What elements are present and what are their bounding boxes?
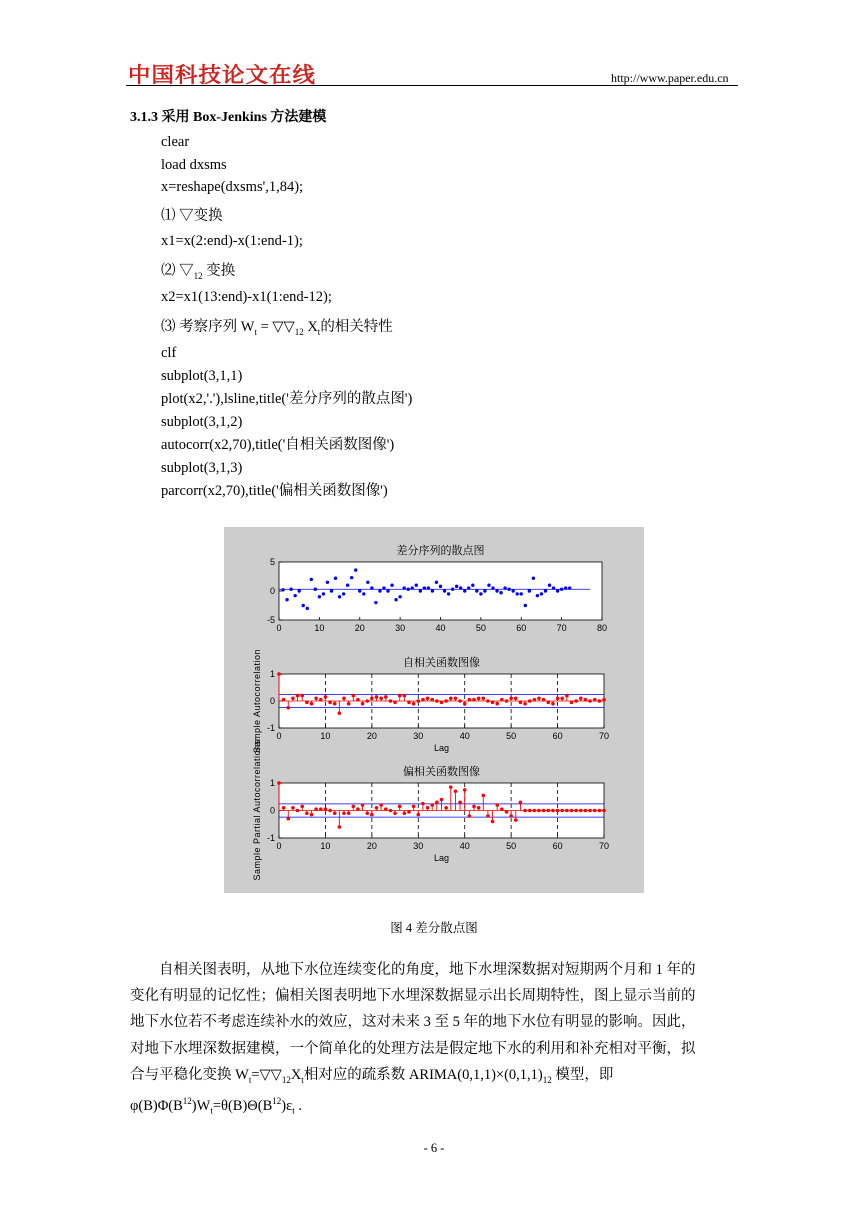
stem-marker (310, 702, 314, 706)
stem-marker (356, 698, 360, 702)
code-line: subplot(3,1,2) (161, 414, 243, 430)
x-tick-label: 60 (552, 841, 563, 851)
data-point (350, 576, 353, 579)
code-line: clear (161, 134, 190, 150)
data-point (354, 568, 357, 571)
x-tick-label: 30 (413, 731, 424, 741)
stem-marker (449, 785, 453, 789)
stem-marker (565, 809, 569, 813)
stem-marker (398, 805, 402, 809)
stem-marker (537, 809, 541, 813)
data-point (362, 592, 365, 595)
data-point (318, 595, 321, 598)
stem-marker (495, 702, 499, 706)
data-point (540, 592, 543, 595)
stem-marker (514, 818, 518, 822)
stem-marker (551, 809, 555, 813)
stem-marker (314, 697, 318, 701)
code-line: parcorr(x2,70),title('偏相关函数图像') (161, 483, 388, 499)
stem-marker (509, 697, 513, 701)
data-point (463, 589, 466, 592)
stem-marker (509, 814, 513, 818)
data-point (495, 589, 498, 592)
stem-marker (505, 699, 509, 703)
code-line: x1=x(2:end)-x(1:end-1); (161, 233, 303, 249)
paragraph-line: 对地下水埋深数据建模，一个简单化的处理方法是假定地下水的利用和补充相对平衡，拟 (130, 1040, 696, 1057)
stem-marker (384, 807, 388, 811)
header-url[interactable]: http://www.paper.edu.cn (611, 71, 729, 85)
data-point (310, 578, 313, 581)
x-tick-label: 60 (516, 623, 527, 633)
data-point (285, 598, 288, 601)
data-point (487, 584, 490, 587)
data-point (536, 594, 539, 597)
stem-marker (379, 697, 383, 701)
data-point (407, 588, 410, 591)
data-point (302, 604, 305, 607)
stem-marker (407, 701, 411, 705)
stem-marker (403, 694, 407, 698)
stem-marker (286, 817, 290, 821)
stem-marker (384, 695, 388, 699)
stem-marker (324, 807, 328, 811)
stem-marker (365, 699, 369, 703)
stem-marker (282, 806, 286, 810)
data-point (479, 592, 482, 595)
stem-marker (333, 702, 337, 706)
stem-marker (463, 702, 467, 706)
code-line: clf (161, 345, 177, 361)
plot-area (279, 562, 602, 620)
logo-text: 中国科技论文在线 (128, 63, 316, 86)
stem-marker (347, 702, 351, 706)
y-tick-label: 0 (269, 696, 275, 706)
stem-marker (579, 809, 583, 813)
stem-marker (407, 810, 411, 814)
data-point (394, 598, 397, 601)
stem-marker (546, 701, 550, 705)
stem-marker (435, 800, 439, 804)
stem-marker (277, 672, 281, 676)
x-tick-label: 0 (276, 731, 282, 741)
data-point (431, 589, 434, 592)
y-axis-label: Sample Autocorrelation (252, 648, 262, 754)
data-point (475, 589, 478, 592)
y-tick-label: 1 (269, 778, 275, 788)
data-point (342, 592, 345, 595)
stem-marker (416, 813, 420, 817)
data-point (382, 586, 385, 589)
stem-marker (328, 809, 332, 813)
y-tick-label: -1 (266, 833, 275, 843)
stem-marker (430, 803, 434, 807)
stem-marker (458, 699, 462, 703)
stem-marker (379, 803, 383, 807)
data-point (511, 589, 514, 592)
data-point (390, 584, 393, 587)
data-point (374, 601, 377, 604)
stem-marker (291, 697, 295, 701)
stem-marker (458, 800, 462, 804)
data-point (293, 594, 296, 597)
data-point (471, 584, 474, 587)
x-tick-label: 60 (552, 731, 563, 741)
x-tick-label: 20 (366, 841, 377, 851)
stem-marker (333, 811, 337, 815)
y-tick-label: 5 (269, 557, 275, 567)
figure-caption: 图 4 差分散点图 (390, 921, 478, 935)
data-point (564, 586, 567, 589)
y-tick-label: 0 (269, 586, 275, 596)
step-heading: ⑵ $▽_{12}$ 变换 (161, 263, 236, 281)
data-point (415, 584, 418, 587)
logo (128, 62, 318, 86)
data-point (427, 586, 430, 589)
data-point (443, 589, 446, 592)
stem-marker (602, 698, 606, 702)
data-point (378, 589, 381, 592)
data-point (435, 581, 438, 584)
data-point (459, 586, 462, 589)
x-tick-label: 50 (475, 623, 486, 633)
stem-marker (421, 698, 425, 702)
stem-marker (282, 698, 286, 702)
stem-marker (528, 809, 532, 813)
stem-marker (305, 701, 309, 705)
paragraph-line: 地下水位若不考虑连续补水的效应，这对未来 3 至 5 年的地下水位有明显的影响。因此， (130, 1014, 696, 1031)
step-heading: ⑴ ▽变换 (161, 208, 223, 224)
equation-line: $\varphi(B)\Phi(B^{12})W_t=\theta(B)\Theta(B^{12})\varepsilon_t$ . (130, 1095, 302, 1116)
stem-marker (533, 698, 537, 702)
data-point (398, 595, 401, 598)
header-rule (126, 85, 738, 86)
data-point (451, 588, 454, 591)
stem-marker (593, 809, 597, 813)
stem-marker (342, 697, 346, 701)
stem-marker (602, 809, 606, 813)
stem-marker (477, 806, 481, 810)
data-point (467, 586, 470, 589)
y-tick-label: 0 (269, 805, 275, 816)
stem-marker (338, 825, 342, 829)
stem-marker (393, 701, 397, 705)
stem-marker (556, 809, 560, 813)
stem-marker (570, 809, 574, 813)
stem-marker (324, 695, 328, 699)
stem-marker (314, 807, 318, 811)
stem-marker (398, 694, 402, 698)
data-point (483, 589, 486, 592)
stem-marker (598, 809, 602, 813)
y-axis-label: Sample Partial Autocorrelations (252, 739, 262, 881)
x-axis-label: Lag (433, 853, 450, 863)
data-point (503, 586, 506, 589)
stem-marker (286, 706, 290, 710)
stem-marker (361, 702, 365, 706)
x-tick-label: 80 (596, 623, 608, 633)
data-point (507, 588, 510, 591)
stem-marker (361, 803, 365, 807)
x-tick-label: 20 (354, 623, 365, 633)
stem-marker (356, 807, 360, 811)
stem-marker (505, 810, 509, 814)
stem-marker (454, 789, 458, 793)
data-point (552, 586, 555, 589)
data-point (548, 584, 551, 587)
data-point (491, 586, 494, 589)
paragraph-line: 自相关图表明，从地下水位连续变化的角度，地下水埋深数据对短期两个月和 1 年的 (159, 962, 696, 978)
data-point (322, 592, 325, 595)
stem-marker (421, 802, 425, 806)
stem-marker (519, 800, 523, 804)
data-point (568, 586, 571, 589)
stem-marker (491, 820, 495, 824)
stem-marker (375, 695, 379, 699)
stem-marker (351, 805, 355, 809)
stem-marker (375, 806, 379, 810)
y-tick-label: -1 (266, 723, 275, 733)
x-tick-label: 30 (413, 841, 424, 851)
x-tick-label: 10 (314, 623, 325, 633)
data-point (402, 586, 405, 589)
data-point (330, 589, 333, 592)
data-point (289, 588, 292, 591)
data-point (423, 586, 426, 589)
stem-marker (296, 694, 300, 698)
stem-marker (365, 811, 369, 815)
data-point (520, 592, 523, 595)
stem-marker (556, 697, 560, 701)
paragraph-line: 合与平稳化变换 $W_t=▽▽_{12}X_t$相对应的疏系数 $ARIMA(0,1,1)\times(0,1,1)_{12}$ 模型，即 (130, 1066, 614, 1085)
code-line: plot(x2,'.'),lsline,title('差分序列的散点图') (161, 391, 413, 407)
stem-marker (416, 699, 420, 703)
code-line: autocorr(x2,70),title('自相关函数图像') (161, 437, 395, 453)
stem-marker (291, 806, 295, 810)
stem-marker (310, 813, 314, 817)
stem-marker (560, 809, 564, 813)
stem-marker (523, 702, 527, 706)
x-tick-label: 40 (459, 841, 470, 851)
x-tick-label: 10 (320, 841, 331, 851)
stem-marker (565, 694, 569, 698)
stem-marker (533, 809, 537, 813)
stem-marker (277, 781, 281, 785)
y-tick-label: 1 (269, 669, 275, 679)
data-point (306, 607, 309, 610)
x-tick-label: 50 (506, 841, 517, 851)
data-point (528, 589, 531, 592)
code-line: x=reshape(dxsms',1,84); (161, 179, 304, 195)
stem-marker (551, 702, 555, 706)
paragraph-line: 变化有明显的记忆性；偏相关图表明地下水埋深数据显示出长周期特性，图上显示当前的 (130, 988, 696, 1005)
stem-marker (593, 698, 597, 702)
data-point (544, 589, 547, 592)
stem-marker (342, 811, 346, 815)
figure-svg (224, 527, 644, 893)
x-tick-label: 0 (276, 841, 282, 851)
page-number: - 6 - (423, 1141, 445, 1155)
data-point (499, 591, 502, 594)
stem-marker (472, 698, 476, 702)
x-tick-label: 70 (598, 841, 610, 851)
code-line: subplot(3,1,1) (161, 368, 243, 384)
data-point (560, 588, 563, 591)
code-line: x2=x1(13:end)-x1(1:end-12); (161, 289, 332, 305)
data-point (386, 589, 389, 592)
stem-marker (584, 698, 588, 702)
stem-marker (435, 699, 439, 703)
stem-marker (300, 694, 304, 698)
x-tick-label: 20 (366, 731, 377, 741)
stem-marker (588, 809, 592, 813)
stem-marker (296, 809, 300, 813)
data-point (326, 581, 329, 584)
stem-marker (519, 701, 523, 705)
x-tick-label: 40 (459, 731, 470, 741)
stem-marker (542, 809, 546, 813)
stem-marker (574, 699, 578, 703)
data-point (556, 589, 559, 592)
stem-marker (351, 694, 355, 698)
stem-marker (319, 807, 323, 811)
stem-marker (440, 701, 444, 705)
stem-marker (584, 809, 588, 813)
stem-marker (514, 697, 518, 701)
stem-marker (486, 814, 490, 818)
data-point (334, 577, 337, 580)
y-tick-label: -5 (266, 615, 275, 625)
stem-marker (412, 805, 416, 809)
stem-marker (472, 805, 476, 809)
data-point (419, 589, 422, 592)
stem-marker (598, 699, 602, 703)
stem-marker (500, 698, 504, 702)
stem-marker (403, 811, 407, 815)
stem-marker (305, 811, 309, 815)
step-heading: ⑶ 考察序列 $W_t$ = $▽▽_{12}$ $X_t$的相关特性 (161, 319, 393, 337)
data-point (516, 592, 519, 595)
data-point (346, 584, 349, 587)
stem-marker (440, 798, 444, 802)
stem-marker (389, 809, 393, 813)
figure-panel (224, 527, 644, 893)
stem-marker (426, 806, 430, 810)
stem-marker (370, 697, 374, 701)
stem-marker (495, 803, 499, 807)
x-tick-label: 70 (556, 623, 567, 633)
data-point (370, 586, 373, 589)
code-line: load dxsms (161, 157, 227, 173)
stem-marker (491, 701, 495, 705)
stem-marker (500, 807, 504, 811)
stem-marker (389, 699, 393, 703)
stem-marker (454, 697, 458, 701)
chart-title: 自相关函数图像 (403, 657, 480, 669)
x-tick-label: 30 (395, 623, 406, 633)
data-point (281, 588, 284, 591)
stem-marker (560, 697, 564, 701)
stem-marker (426, 697, 430, 701)
chart-title: 偏相关函数图像 (403, 766, 480, 778)
stem-marker (370, 813, 374, 817)
chart-title: 差分序列的散点图 (396, 545, 485, 557)
stem-marker (449, 697, 453, 701)
stem-marker (300, 805, 304, 809)
data-point (524, 604, 527, 607)
data-point (447, 592, 450, 595)
data-point (314, 588, 317, 591)
data-point (455, 585, 458, 588)
x-tick-label: 50 (506, 731, 517, 741)
stem-marker (542, 698, 546, 702)
code-line: subplot(3,1,3) (161, 460, 243, 476)
stem-marker (546, 809, 550, 813)
stem-marker (463, 788, 467, 792)
stem-marker (523, 809, 527, 813)
data-point (338, 595, 341, 598)
data-point (439, 585, 442, 588)
stem-marker (347, 811, 351, 815)
stem-marker (537, 697, 541, 701)
stem-marker (444, 806, 448, 810)
stem-marker (328, 701, 332, 705)
stem-marker (481, 697, 485, 701)
stem-marker (528, 699, 532, 703)
stem-marker (412, 702, 416, 706)
stem-marker (444, 699, 448, 703)
stem-marker (430, 698, 434, 702)
x-tick-label: 10 (320, 731, 331, 741)
stem-marker (477, 697, 481, 701)
stem-marker (338, 711, 342, 715)
data-point (358, 589, 361, 592)
data-point (366, 581, 369, 584)
data-point (411, 586, 414, 589)
data-point (297, 589, 300, 592)
data-point (532, 577, 535, 580)
x-tick-label: 0 (276, 623, 282, 633)
stem-marker (588, 699, 592, 703)
x-axis-label: Lag (433, 743, 450, 753)
stem-marker (486, 699, 490, 703)
stem-marker (481, 794, 485, 798)
stem-marker (393, 811, 397, 815)
stem-marker (468, 814, 472, 818)
body-paragraph (130, 957, 738, 1114)
section-title: 3.1.3 采用 Box-Jenkins 方法建模 (130, 110, 327, 125)
stem-marker (570, 701, 574, 705)
stem-marker (468, 698, 472, 702)
x-tick-label: 70 (598, 731, 610, 741)
x-tick-label: 40 (435, 623, 446, 633)
stem-marker (574, 809, 578, 813)
stem-marker (319, 698, 323, 702)
stem-marker (579, 697, 583, 701)
